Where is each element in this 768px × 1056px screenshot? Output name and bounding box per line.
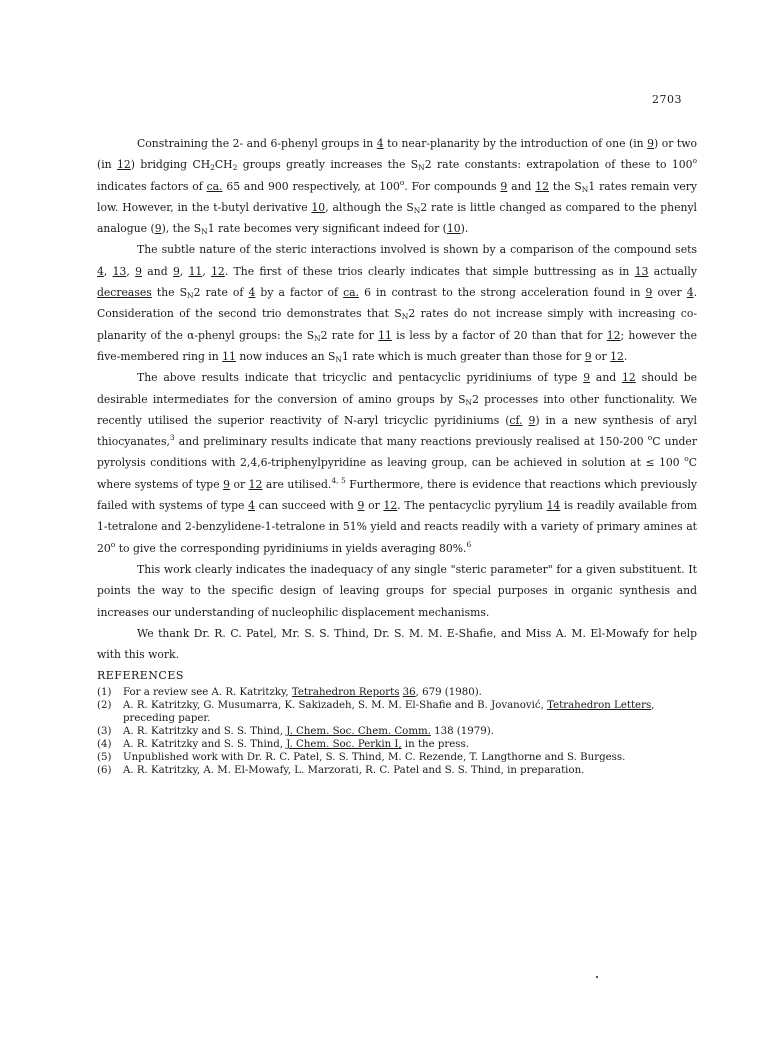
reference-item: (2) A. R. Katritzky, G. Musumarra, K. Sakizadeh, S. M. M. El-Shafie and B. Jovanović, Tetrahedron Letters, preceding paper. — [97, 700, 655, 725]
paragraph-steric-interactions: The subtle nature of the steric interactions involved is shown by a comparison of the compound sets 4, 13, 9 and 9, 11, 12. The first of these trios clearly indicates that simple buttressing as in 13 actually decreases the $S_N2$ rate of 4 by a factor of ca. 6 in contrast to the strong acceleration found in 9 over 4. Consideration of the second trio demonstrates that $S_N2$ rates do not increase simply with increasing co-planarity of the α-phenyl groups: the $S_N2$ rate for 11 is less by a factor of 20 than that for 12; however the five-membered ring in 11 now induces an $S_N1$ rate which is much greater than those for 9 or 12. — [97, 243, 697, 364]
paragraph-planarity: Constraining the 2- and 6-phenyl groups in 4 to near-planarity by the introduction of one (in 9) or two (in 12) bridging $CH_2CH_2$ groups greatly increases the $S_N2$ rate constants: extrapolation of these to 100$^o$ indicates factors of ca. 65 and 900 respectively, at 100$^o$. For compounds 9 and 12 the $S_N1$ rates remain very low. However, in the t-butyl derivative 10, although the $S_N2$ rate is little changed as compared to the phenyl analogue (9), the $S_N1$ rate becomes very significant indeed for (10). — [97, 137, 698, 237]
paragraph-conclusion: This work clearly indicates the inadequacy of any single "steric parameter" for a given substituent. It points the way to the specific design of leaving groups for special purposes in organic synthesis and increases our understanding of nucleophilic displacement mechanisms. — [97, 562, 697, 619]
reference-item: (1) For a review see A. R. Katritzky, Tetrahedron Reports 36, 679 (1980). — [97, 687, 482, 699]
article-body — [97, 133, 697, 777]
references-list — [97, 686, 697, 777]
reference-item: (4) A. R. Katritzky and S. S. Thind, J. Chem. Soc. Perkin I, in the press. — [97, 739, 469, 751]
page-number: 2703 — [652, 93, 682, 106]
reference-item: (3) A. R. Katritzky and S. S. Thind, J. Chem. Soc. Chem. Comm. 138 (1979). — [97, 726, 494, 738]
references-heading: REFERENCES — [97, 669, 184, 683]
reference-item: (5) Unpublished work with Dr. R. C. Patel, S. S. Thind, M. C. Rezende, T. Langthorne and S. Burgess. — [97, 752, 626, 764]
scan-speck — [596, 976, 598, 978]
paragraph-results: The above results indicate that tricyclic and pentacyclic pyridiniums of type 9 and 12 should be desirable intermediates for the conversion of amino groups by $S_N2$ processes into other functionality. We recently utilised the superior reactivity of N-aryl tricyclic pyridiniums (cf. 9) in a new synthesis of aryl thiocyanates,$^3$ and preliminary results indicate that many reactions previously realised at 150-200 $^o$C under pyrolysis conditions with 2,4,6-triphenylpyridine as leaving group, can be achieved in solution at ≤ 100 $^o$C where systems of type 9 or 12 are utilised.$^{4, 5}$ Furthermore, there is evidence that reactions which previously failed with systems of type 4 can succeed with 9 or 12. The pentacyclic pyrylium 14 is readily available from 1-tetralone and 2-benzylidene-1-tetralone in 51% yield and reacts readily with a variety of primary amines at 20$^o$ to give the corresponding pyridiniums in yields averaging 80%.$^6$ — [97, 371, 698, 555]
reference-item: (6) A. R. Katritzky, A. M. El-Mowafy, L. Marzorati, R. C. Patel and S. S. Thind, in preparation. — [97, 765, 585, 777]
paragraph-acknowledgements: We thank Dr. R. C. Patel, Mr. S. S. Thind, Dr. S. M. M. E-Shafie, and Miss A. M. El-Mowafy for help with this work. — [97, 626, 697, 662]
